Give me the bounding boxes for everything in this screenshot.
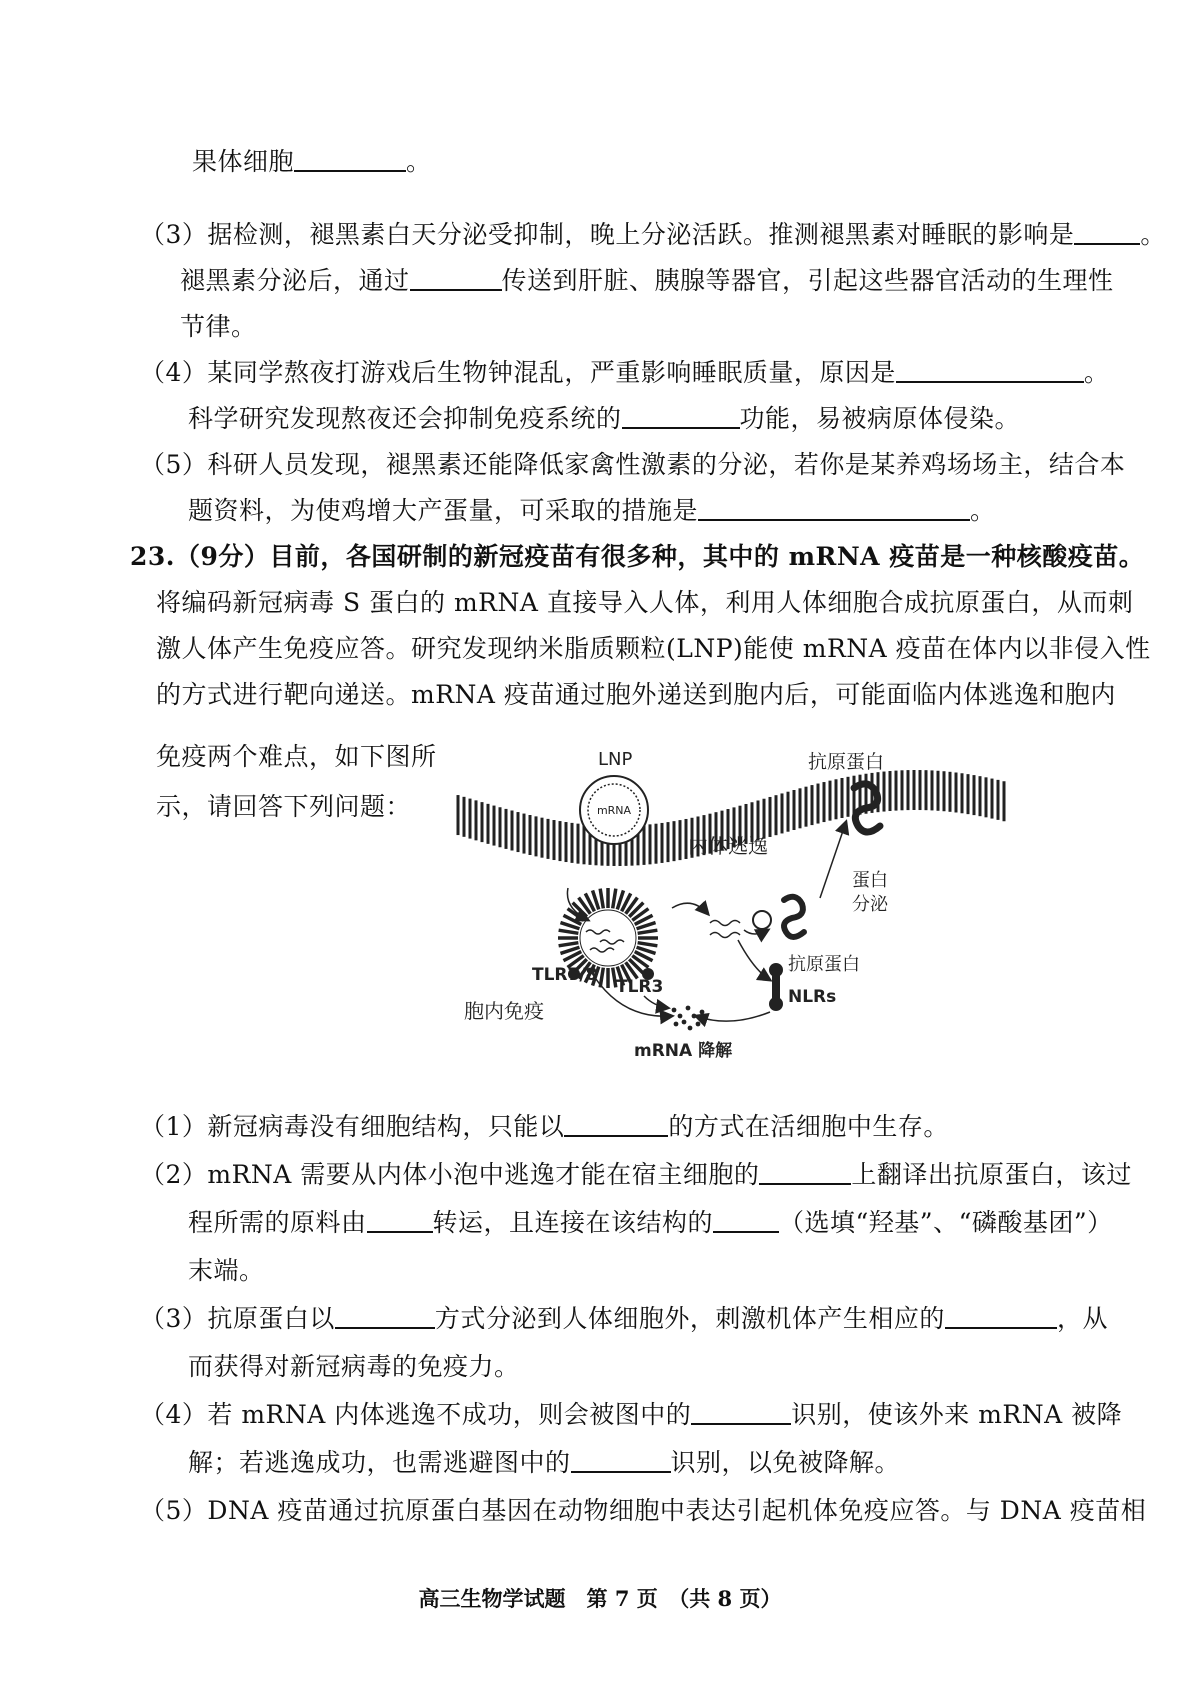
secretion-label-2: 分泌 [852, 894, 888, 915]
lnp-mrna-label: mRNA [596, 804, 632, 817]
nlrs-label: NLRs [788, 987, 837, 1007]
tlr78-label: TLR7/8 [532, 965, 598, 985]
lnp-label: LNP [598, 749, 633, 770]
q22-5-line-2: 题资料，为使鸡增大产蛋量，可采取的措施是 。 [188, 496, 996, 525]
answer-blank[interactable] [571, 1449, 671, 1473]
q23-3-line-2: 而获得对新冠病毒的免疫力。 [188, 1352, 520, 1381]
answer-blank[interactable] [294, 148, 406, 172]
antigen-protein-mid-label: 抗原蛋白 [788, 954, 860, 975]
q22-3-line-1: （3）据检测，褪黑素白天分泌受抑制，晚上分泌活跃。推测褪黑素对睡眠的影响是 。 [140, 220, 1166, 249]
endosome-escape-label: 内体逃逸 [688, 834, 768, 858]
translation-arrow [744, 930, 768, 934]
q23-2-line-1: （2）mRNA 需要从内体小泡中逃逸才能在宿主细胞的 上翻译出抗原蛋白，该过 [140, 1160, 1132, 1189]
escaped-mrna [710, 921, 740, 926]
mrna-degradation-label: mRNA 降解 [634, 1041, 733, 1061]
q23-stem-5: 免疫两个难点，如下图所 [156, 742, 437, 771]
mrna-vaccine-diagram [448, 738, 1018, 1100]
q23-stem-4: 的方式进行靶向递送。mRNA 疫苗通过胞外递送到胞内后，可能面临内体逃逸和胞内 [156, 680, 1116, 709]
answer-blank[interactable] [564, 1113, 668, 1137]
answer-blank[interactable] [896, 359, 1084, 383]
to-nlrs-arrow [738, 940, 770, 980]
ribosome [753, 911, 771, 929]
q23-stem-2: 将编码新冠病毒 S 蛋白的 mRNA 直接导入人体，利用人体细胞合成抗原蛋白，从而刺 [156, 588, 1134, 617]
secretion-label-1: 蛋白 [852, 870, 888, 891]
q23-2-line-3: 末端。 [188, 1256, 265, 1285]
q23-stem-6: 示，请回答下列问题： [156, 792, 412, 821]
q22-5-line-1: （5）科研人员发现，褪黑素还能降低家禽性激素的分泌，若你是某养鸡场场主，结合本 [140, 450, 1126, 479]
answer-blank[interactable] [713, 1209, 779, 1233]
answer-blank[interactable] [367, 1209, 433, 1233]
q22-3-line-3: 节律。 [180, 312, 257, 341]
q23-1: （1）新冠病毒没有细胞结构，只能以 的方式在活细胞中生存。 [140, 1112, 949, 1141]
tlr3-degrade-arrow [644, 996, 668, 1008]
q23-2-line-2: 程所需的原料由 转运，且连接在该结构的 （选填“羟基”、“磷酸基团”） [188, 1208, 1113, 1237]
page-footer: 高三生物学试题 第 7 页 （共 8 页） [418, 1586, 782, 1611]
escaped-mrna [710, 933, 740, 938]
answer-blank[interactable] [335, 1305, 435, 1329]
q23-4-line-1: （4）若 mRNA 内体逃逸不成功，则会被图中的 识别，使该外来 mRNA 被降 [140, 1400, 1123, 1429]
q22-4-line-2: 科学研究发现熬夜还会抑制免疫系统的 功能，易被病原体侵染。 [188, 404, 1021, 433]
answer-blank[interactable] [691, 1401, 791, 1425]
nlrs-receptor [769, 963, 783, 1011]
answer-blank[interactable] [945, 1305, 1057, 1329]
intracellular-immunity-label: 胞内免疫 [464, 999, 544, 1023]
escape-arrow [672, 903, 708, 914]
q23-5-line-1: （5）DNA 疫苗通过抗原蛋白基因在动物细胞中表达引起机体免疫应答。与 DNA 疫苗相 [140, 1496, 1147, 1525]
answer-blank[interactable] [1074, 221, 1140, 245]
answer-blank[interactable] [759, 1161, 851, 1185]
tlr3-label: TLR3 [616, 977, 664, 997]
mrna-fragments [672, 1006, 705, 1031]
antigen-protein-mid [784, 897, 804, 937]
answer-blank[interactable] [410, 267, 502, 291]
q23-4-line-2: 解；若逃逸成功，也需逃避图中的 识别，以免被降解。 [188, 1448, 901, 1477]
lnp-particle [580, 776, 648, 844]
q22-4-line-1: （4）某同学熬夜打游戏后生物钟混乱，严重影响睡眠质量，原因是 。 [140, 358, 1110, 387]
antigen-protein-top-label: 抗原蛋白 [808, 751, 885, 773]
secretion-arrow [820, 822, 846, 898]
answer-blank[interactable] [698, 497, 970, 521]
q22-3-line-2: 褪黑素分泌后，通过 传送到肝脏、胰腺等器官，引起这些器官活动的生理性 [180, 266, 1114, 295]
answer-blank[interactable] [622, 405, 740, 429]
q23-3-line-1: （3）抗原蛋白以 方式分泌到人体细胞外，刺激机体产生相应的 ，从 [140, 1304, 1108, 1333]
nlrs-degrade-arrow [696, 1012, 770, 1021]
q22-line-1: 果体细胞 。 [192, 147, 432, 176]
q23-stem-1: 23.（9分）目前，各国研制的新冠疫苗有很多种，其中的 mRNA 疫苗是一种核酸疫苗。 [130, 542, 1145, 571]
q23-stem-3: 激人体产生免疫应答。研究发现纳米脂质颗粒(LNP)能使 mRNA 疫苗在体内以非侵入性 [156, 634, 1151, 663]
